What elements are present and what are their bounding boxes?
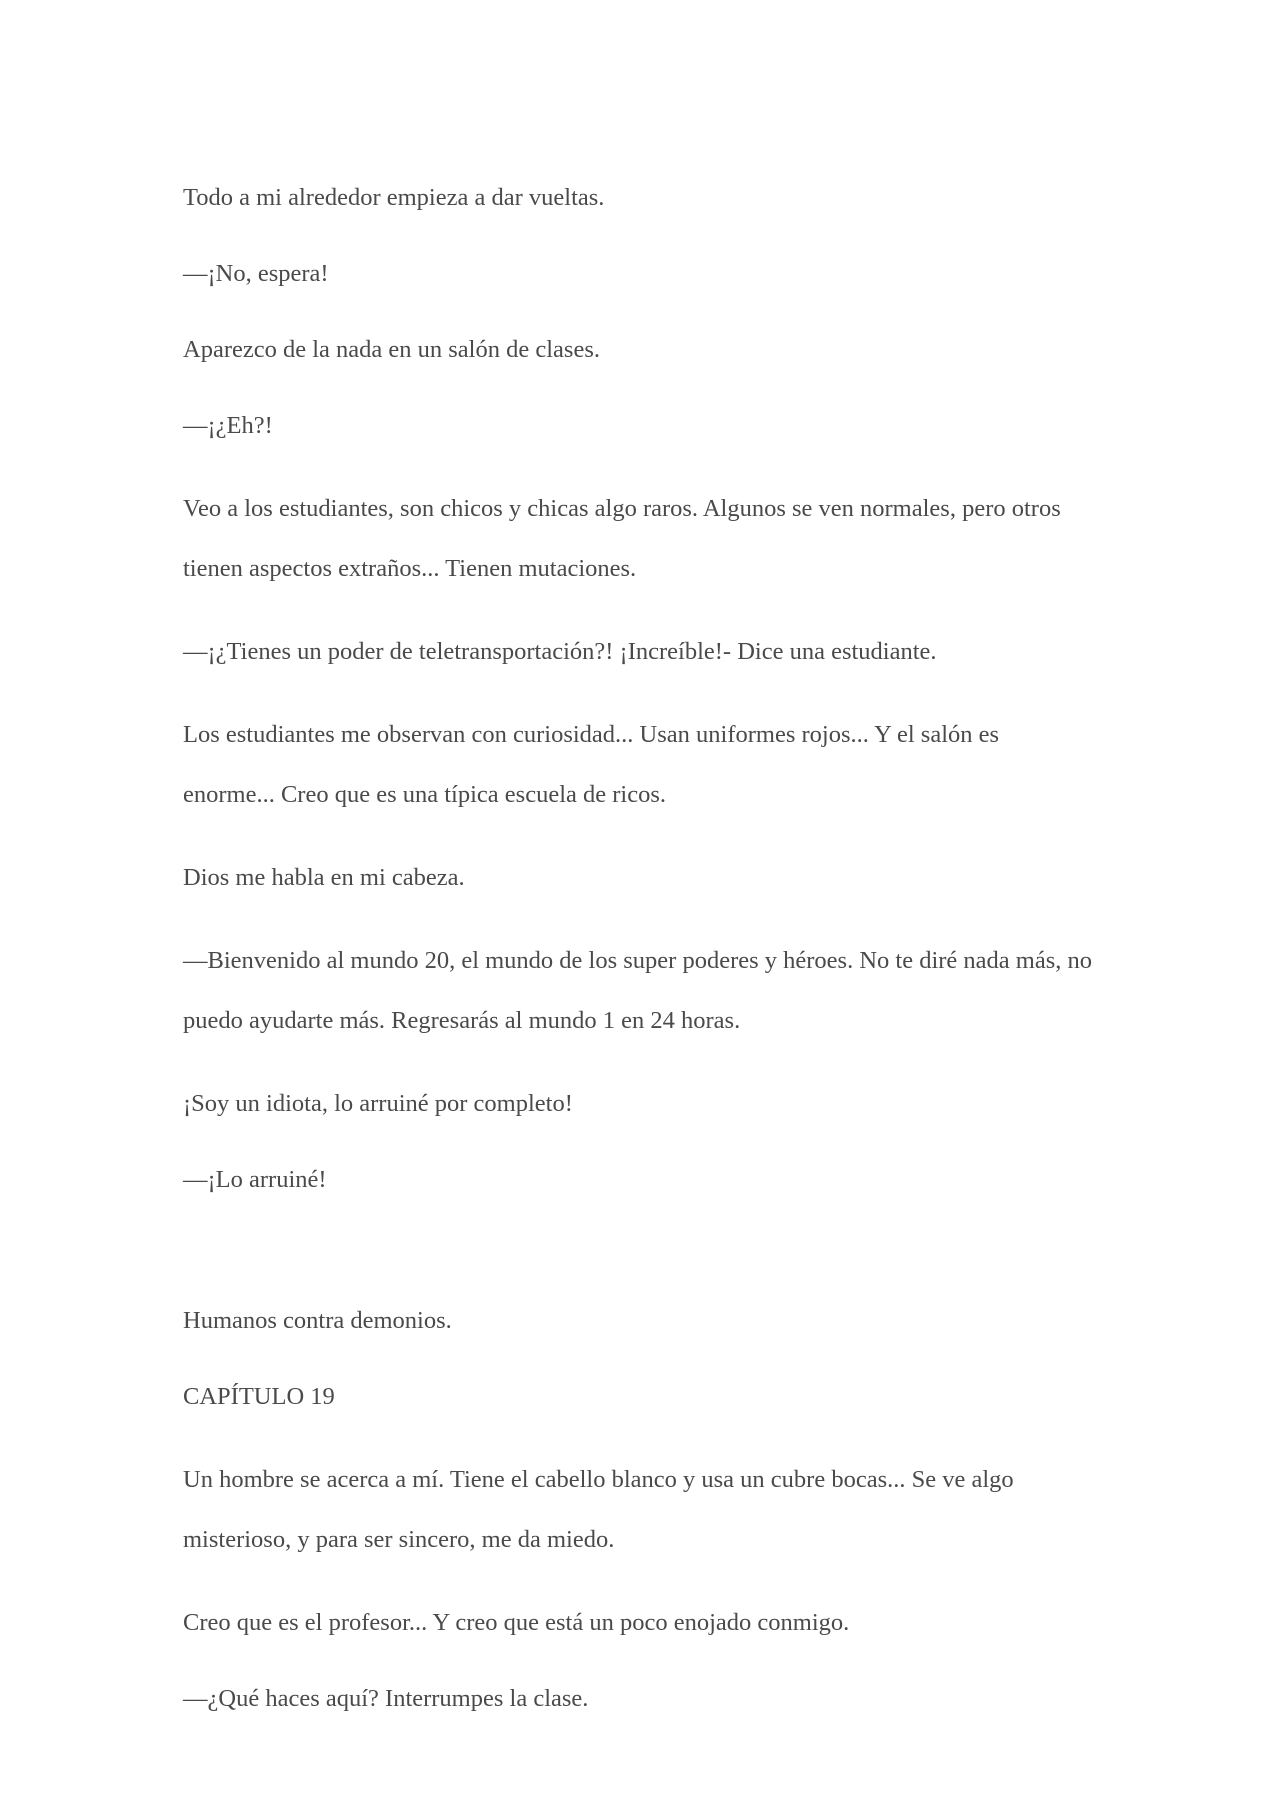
chapter-subtitle: Humanos contra demonios. <box>183 1307 452 1334</box>
document-body <box>183 175 1093 1752</box>
chapter-heading: CAPÍTULO 19 <box>183 1383 335 1410</box>
dialogue-line: —¡¿Tienes un poder de teletransportación?! ¡Increíble!- Dice una estudiante. <box>183 638 937 665</box>
paragraph: Dios me habla en mi cabeza. <box>183 864 465 891</box>
paragraph: ¡Soy un idiota, lo arruiné por completo! <box>183 1090 573 1117</box>
dialogue-line: —Bienvenido al mundo 20, el mundo de los super poderes y héroes. No te diré nada más, no puedo ayudarte más. Regresarás al mundo 1 en 24 horas. <box>183 947 1093 1034</box>
paragraph: Un hombre se acerca a mí. Tiene el cabello blanco y usa un cubre bocas... Se ve algo misterioso, y para ser sincero, me da miedo. <box>183 1466 1014 1553</box>
dialogue-line: —¡No, espera! <box>183 260 329 287</box>
paragraph: Veo a los estudiantes, son chicos y chicas algo raros. Algunos se ven normales, pero otros tienen aspectos extraños... Tienen mutaciones. <box>183 495 1061 582</box>
section-spacer <box>183 1233 1093 1298</box>
dialogue-line: —¡Lo arruiné! <box>183 1166 327 1193</box>
paragraph: Creo que es el profesor... Y creo que está un poco enojado conmigo. <box>183 1609 850 1636</box>
paragraph: Aparezco de la nada en un salón de clases. <box>183 336 600 363</box>
dialogue-line: —¿Qué haces aquí? Interrumpes la clase. <box>183 1685 589 1712</box>
dialogue-line: —¡¿Eh?! <box>183 412 273 439</box>
paragraph: Los estudiantes me observan con curiosidad... Usan uniformes rojos... Y el salón es enorme... Creo que es una típica escuela de ricos. <box>183 721 1000 808</box>
paragraph: Todo a mi alrededor empieza a dar vueltas. <box>183 184 605 211</box>
